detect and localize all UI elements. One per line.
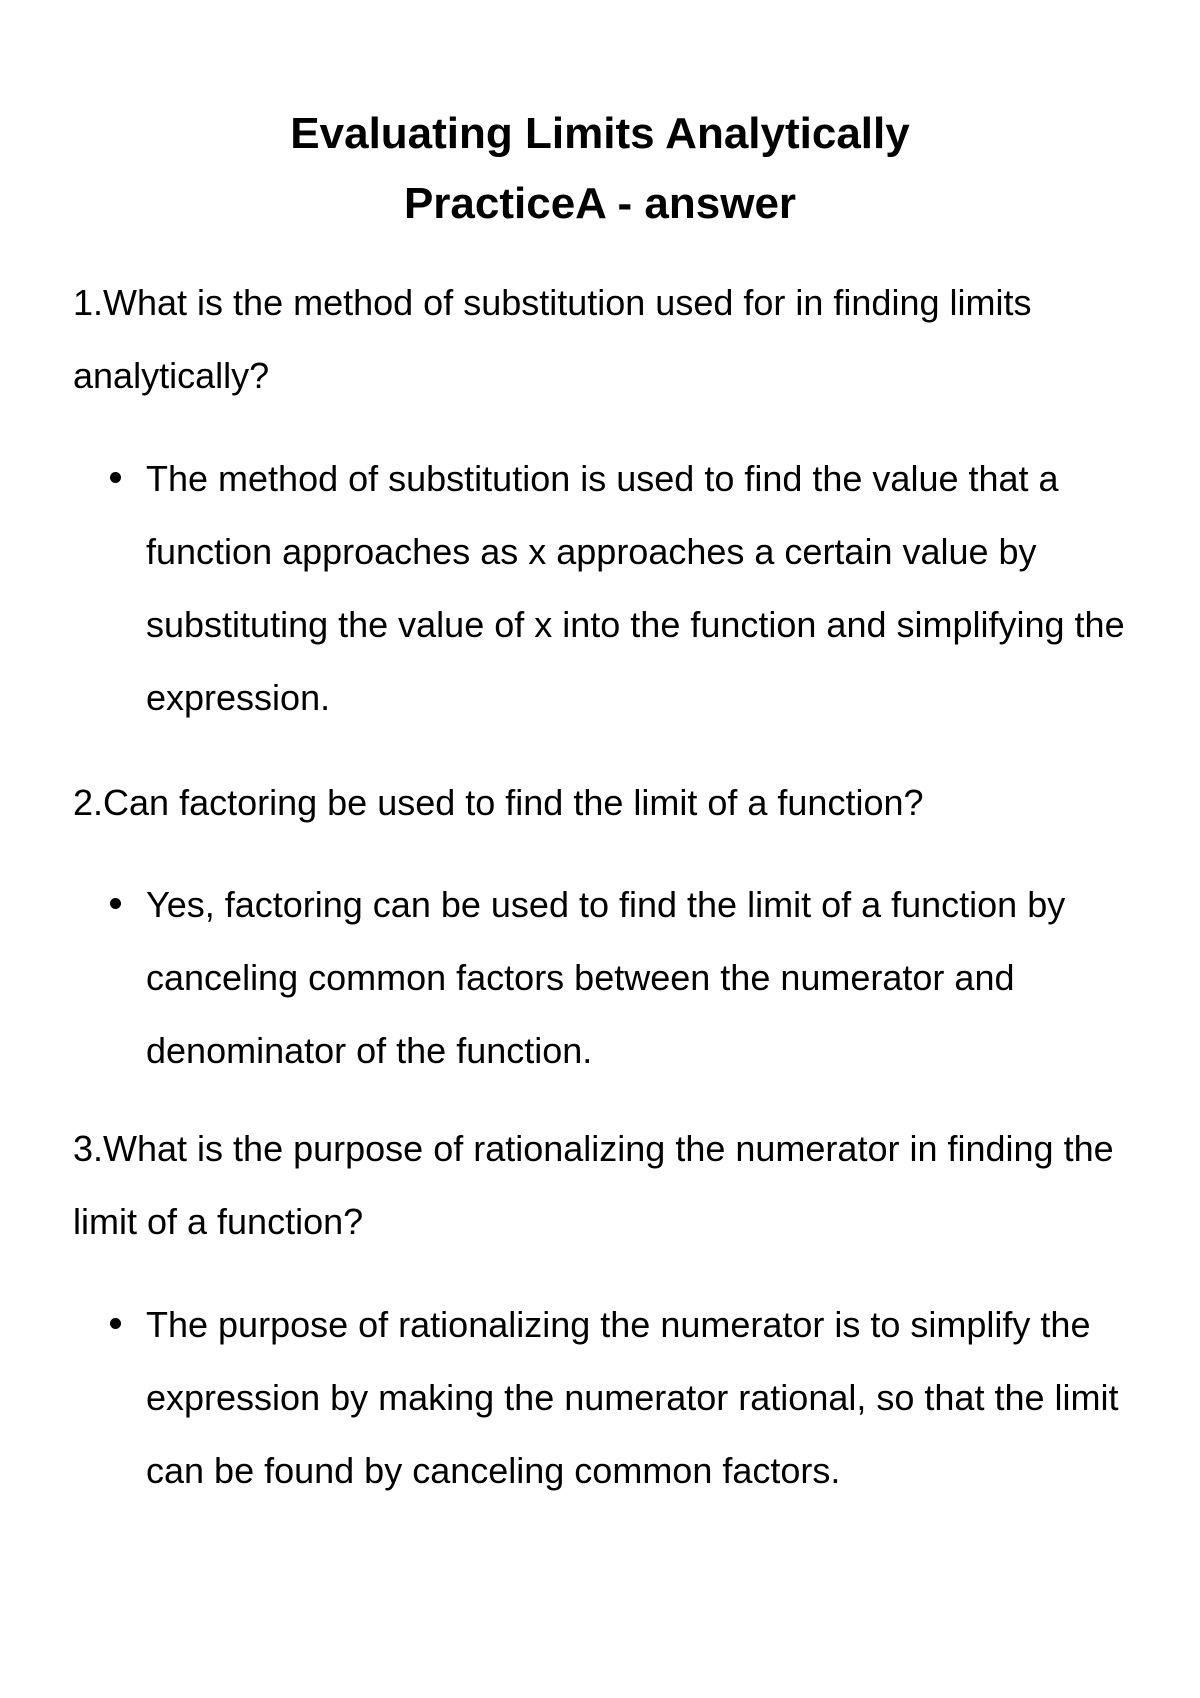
answer-2 bbox=[146, 868, 1146, 1087]
question-2: 2.Can factoring be used to find the limit of a function? bbox=[73, 782, 924, 823]
answer-3-text: The purpose of rationalizing the numerator is to simplify the expression by making the numerator rational, so that the limit can be found by canceling common factors. bbox=[146, 1304, 1119, 1491]
answer-1 bbox=[146, 442, 1146, 734]
page-title: Evaluating Limits Analytically bbox=[290, 109, 910, 158]
question-3: 3.What is the purpose of rationalizing the numerator in finding the limit of a function? bbox=[73, 1128, 1114, 1242]
bullet-icon bbox=[110, 472, 121, 483]
question-1: 1.What is the method of substitution used for in finding limits analytically? bbox=[73, 282, 1032, 396]
page-subtitle: PracticeA - answer bbox=[403, 179, 797, 228]
answer-3 bbox=[146, 1288, 1146, 1507]
bullet-icon bbox=[110, 1318, 121, 1329]
answer-1-text: The method of substitution is used to find the value that a function approaches as x approaches a certain value by substituting the value of x into the function and simplifying the expression. bbox=[146, 458, 1125, 718]
bullet-icon bbox=[110, 898, 121, 909]
answer-2-text: Yes, factoring can be used to find the limit of a function by canceling common factors between the numerator and denominator of the function. bbox=[146, 884, 1066, 1071]
